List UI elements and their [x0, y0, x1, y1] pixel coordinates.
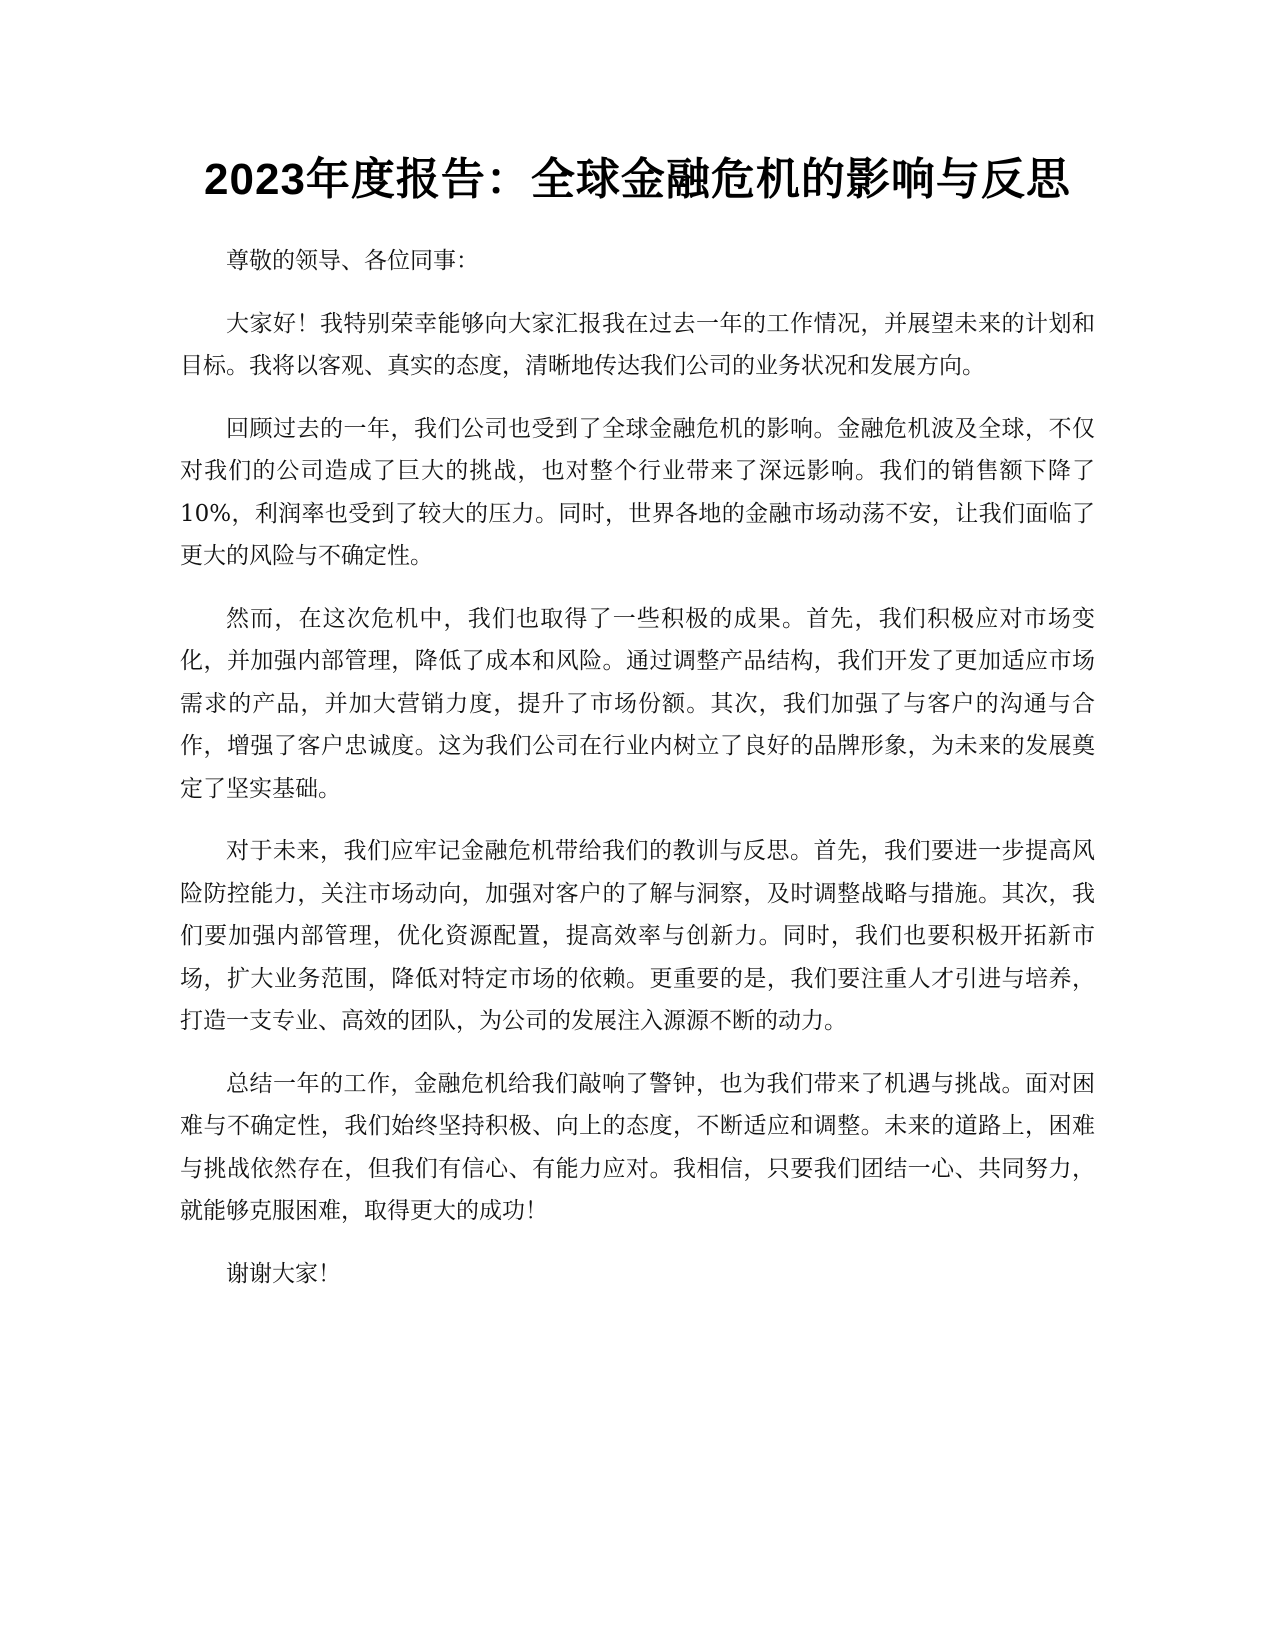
paragraph-future: 对于未来，我们应牢记金融危机带给我们的教训与反思。首先，我们要进一步提高风险防控能力，关注市场动向，加强对客户的了解与洞察，及时调整战略与措施。其次，我们要加强内部管理，优化资源配置，提高效率与创新力。同时，我们也要积极开拓新市场，扩大业务范围，降低对特定市场的依赖。更重要的是，我们要注重人才引进与培养，打造一支专业、高效的团队，为公司的发展注入源源不断的动力。 [180, 838, 1095, 1034]
paragraph-review: 回顾过去的一年，我们公司也受到了全球金融危机的影响。金融危机波及全球，不仅对我们的公司造成了巨大的挑战，也对整个行业带来了深远影响。我们的销售额下降了10%，利润率也受到了较大的压力。同时，世界各地的金融市场动荡不安，让我们面临了更大的风险与不确定性。 [180, 415, 1095, 569]
closing-line: 谢谢大家！ [226, 1260, 341, 1287]
document-title: 2023年度报告：全球金融危机的影响与反思 [204, 155, 1071, 204]
document-body [180, 240, 1095, 1295]
paragraph-achievements: 然而，在这次危机中，我们也取得了一些积极的成果。首先，我们积极应对市场变化，并加强内部管理，降低了成本和风险。通过调整产品结构，我们开发了更加适应市场需求的产品，并加大营销力度，提升了市场份额。其次，我们加强了与客户的沟通与合作，增强了客户忠诚度。这为我们公司在行业内树立了良好的品牌形象，为未来的发展奠定了坚实基础。 [180, 605, 1095, 802]
salutation: 尊敬的领导、各位同事： [226, 248, 479, 274]
paragraph-greeting: 大家好！我特别荣幸能够向大家汇报我在过去一年的工作情况，并展望未来的计划和目标。我将以客观、真实的态度，清晰地传达我们公司的业务状况和发展方向。 [180, 310, 1095, 379]
paragraph-summary: 总结一年的工作，金融危机给我们敲响了警钟，也为我们带来了机遇与挑战。面对困难与不确定性，我们始终坚持积极、向上的态度，不断适应和调整。未来的道路上，困难与挑战依然存在，但我们有信心、有能力应对。我相信，只要我们团结一心、共同努力，就能够克服困难，取得更大的成功！ [180, 1070, 1095, 1224]
